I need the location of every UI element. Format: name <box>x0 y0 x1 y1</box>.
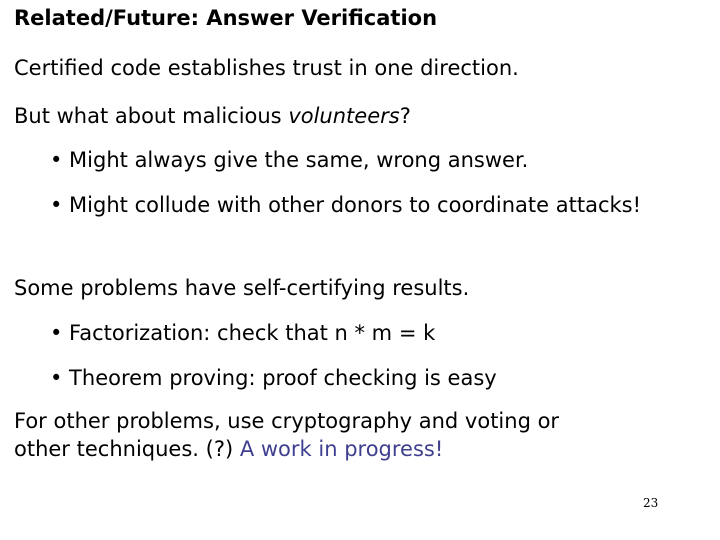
question-mark: ? <box>399 104 411 128</box>
paragraph-certified-code: Certified code establishes trust in one direction. <box>14 56 519 80</box>
other-techniques-text: other techniques. (?) <box>14 437 240 461</box>
malicious-text: But what about malicious <box>14 104 289 128</box>
volunteers-emphasis: volunteers <box>288 104 400 128</box>
work-in-progress-highlight: A work in progress! <box>239 437 444 461</box>
bullet-collude: • Might collude with other donors to coordinate attacks! <box>50 193 642 217</box>
paragraph-other-problems-line2 <box>14 436 443 462</box>
page-number: 23 <box>643 496 659 510</box>
paragraph-other-problems-line1: For other problems, use cryptography and voting or <box>14 409 560 433</box>
paragraph-malicious-volunteers <box>14 103 411 129</box>
bullet-theorem-proving: • Theorem proving: proof checking is easy <box>50 366 497 390</box>
paragraph-self-certifying: Some problems have self-certifying results. <box>14 276 470 300</box>
bullet-same-wrong-answer: • Might always give the same, wrong answer. <box>50 148 529 172</box>
slide-title: Related/Future: Answer Verification <box>14 6 438 30</box>
bullet-factorization: • Factorization: check that n * m = k <box>50 321 436 345</box>
